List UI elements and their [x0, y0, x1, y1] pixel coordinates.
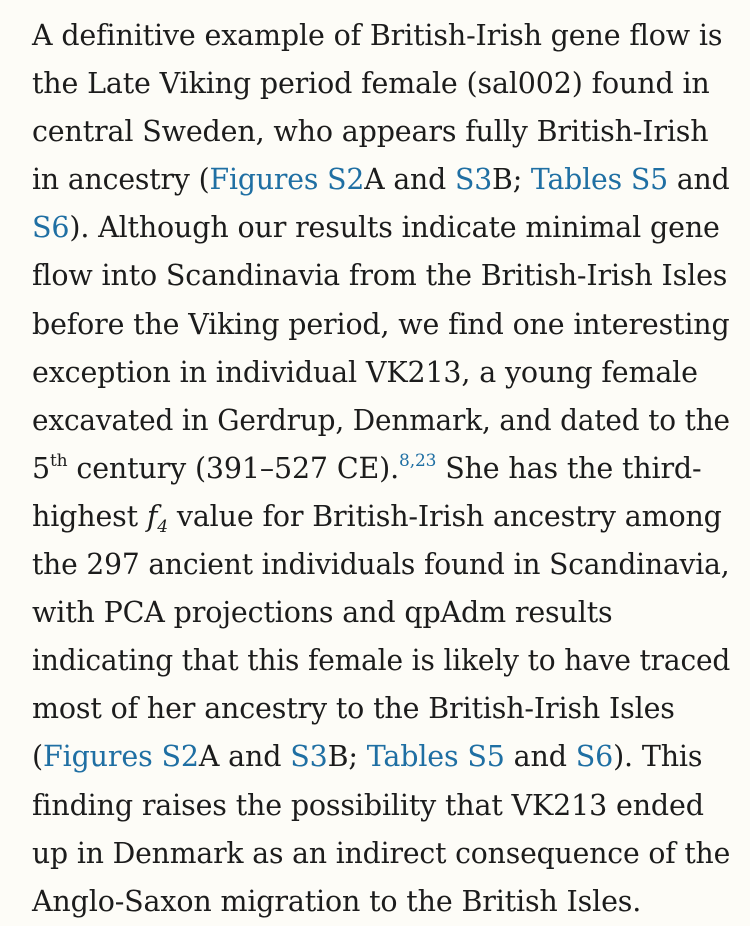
line-text: A and: [198, 740, 291, 774]
paragraph-line-4: [32, 156, 730, 204]
line-text: and: [504, 740, 576, 774]
article-paragraph: [32, 12, 730, 926]
line-text: B;: [327, 740, 367, 774]
figure-s3-link[interactable]: S3: [454, 163, 493, 197]
paragraph-line-11: [32, 493, 730, 541]
ordinal-superscript: th: [49, 450, 68, 471]
line-text: highest: [32, 499, 147, 533]
line-text: indicating that this female is likely to have traced: [32, 644, 731, 678]
line-text: value for British-Irish ancestry among: [167, 499, 722, 533]
paragraph-line-3: [32, 108, 730, 156]
paragraph-line-12: [32, 541, 730, 589]
line-text: the Late Viking period female (sal002) found in: [32, 67, 710, 101]
paragraph-line-9: [32, 397, 730, 445]
line-text: most of her ancestry to the British-Irish Isles: [32, 692, 675, 726]
line-text: ). This: [613, 740, 703, 774]
paragraph-line-2: [32, 60, 730, 108]
paragraph-line-10: [32, 445, 730, 493]
paragraph-line-14: [32, 637, 731, 685]
line-text: century (391–527 CE).: [67, 451, 400, 485]
line-text: and: [667, 163, 730, 197]
figure-s2-link[interactable]: Figures S2: [209, 163, 365, 197]
paragraph-line-18: [32, 830, 731, 878]
table-s5-link[interactable]: Tables S5: [530, 163, 668, 197]
line-text: Anglo-Saxon migration to the British Isles.: [32, 884, 642, 918]
line-text: with PCA projections and qpAdm results: [32, 596, 613, 630]
figure-s2-link[interactable]: Figures S2: [42, 740, 199, 774]
paragraph-line-13: [32, 589, 730, 637]
line-text: 5: [32, 451, 50, 485]
line-text: She has the third-: [436, 451, 702, 485]
table-s6-link[interactable]: S6: [32, 211, 70, 245]
line-text: up in Denmark as an indirect consequence of the: [32, 836, 731, 870]
line-text: A and: [364, 163, 455, 197]
paragraph-line-6: [32, 252, 730, 300]
f-symbol: f: [146, 499, 158, 533]
f-subscript: 4: [157, 516, 168, 537]
table-s6-link[interactable]: S6: [575, 740, 614, 774]
f4-statistic: [146, 499, 168, 537]
paragraph-line-19: [32, 878, 730, 926]
line-text: excavated in Gerdrup, Denmark, and dated to the: [32, 403, 730, 437]
line-text: B;: [492, 163, 531, 197]
paragraph-line-1: [32, 12, 730, 60]
line-text: before the Viking period, we find one interesting: [32, 307, 730, 341]
line-text: in ancestry (: [32, 163, 210, 197]
paragraph-line-17: [32, 782, 730, 830]
paragraph-line-7: [32, 301, 729, 349]
table-s5-link[interactable]: Tables S5: [366, 740, 505, 774]
paragraph-line-16: [32, 733, 730, 781]
figure-s3-link[interactable]: S3: [290, 740, 328, 774]
line-text: the 297 ancient individuals found in Scandinavia,: [32, 548, 730, 582]
line-text: ). Although our results indicate minimal gene: [69, 211, 720, 245]
line-text: finding raises the possibility that VK213 ended: [32, 788, 704, 822]
line-text: A definitive example of British-Irish gene flow is: [32, 19, 723, 52]
paragraph-line-8: [32, 349, 730, 397]
line-text: flow into Scandinavia from the British-Irish Isles: [32, 259, 728, 293]
citation-link[interactable]: 8,23: [399, 450, 437, 471]
paragraph-line-15: [32, 685, 730, 733]
paragraph-line-5: [32, 204, 730, 252]
line-text: exception in individual VK213, a young female: [32, 355, 698, 389]
line-text: central Sweden, who appears fully British-Irish: [32, 115, 709, 149]
line-text: (: [32, 740, 43, 774]
